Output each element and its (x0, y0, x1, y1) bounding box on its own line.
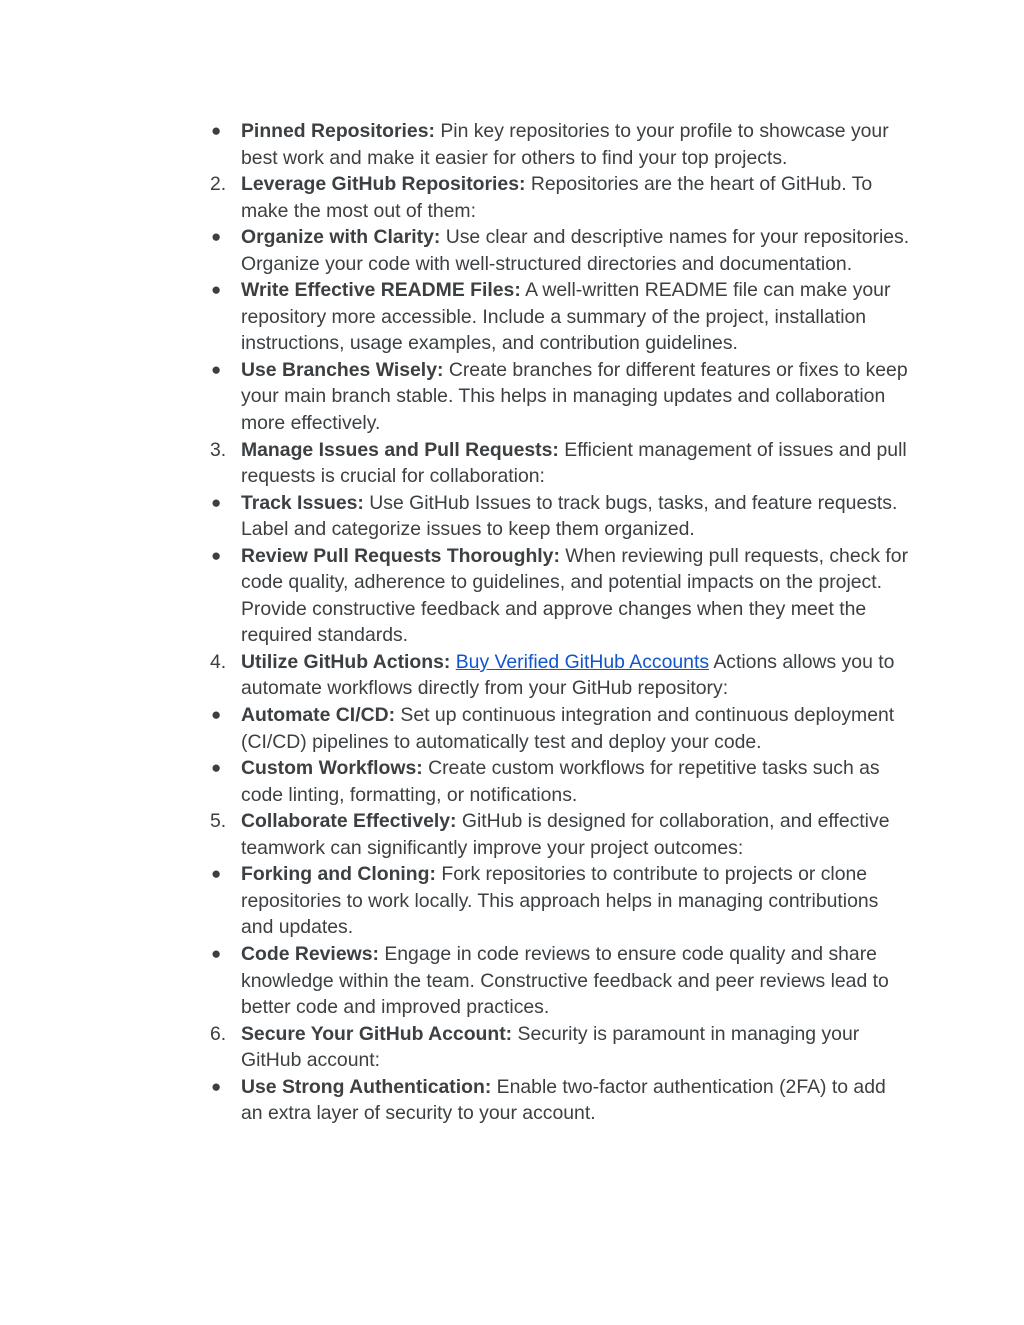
item-text: Repositories are the heart of GitHub. To make the most out of them: (241, 173, 873, 222)
item-heading: Forking and Cloning: (241, 863, 436, 886)
item-heading: Review Pull Requests Thoroughly: (241, 544, 560, 567)
bullet-marker: ● (211, 943, 222, 963)
item-heading: Use Strong Authentication: (241, 1075, 492, 1098)
item-text: Fork repositories to contribute to projects or clone repositories to work locally. This approach helps in managing contributions and updates. (241, 863, 879, 939)
list-item-forking-and-cloning (210, 861, 910, 941)
item-heading: Leverage GitHub Repositories: (241, 173, 526, 196)
bullet-marker: ● (211, 359, 222, 379)
list-item-custom-workflows (210, 755, 910, 808)
bullet-marker: ● (211, 280, 222, 300)
list-item-use-strong-authentication (210, 1074, 910, 1127)
bullet-marker: ● (211, 492, 222, 512)
item-heading: Utilize GitHub Actions: (241, 650, 451, 673)
item-text: When reviewing pull requests, check for code quality, adherence to guidelines, and potential impacts on the project. Provide constructive feedback and approve changes when they meet the required standards. (241, 544, 909, 647)
bullet-marker: ● (211, 227, 222, 247)
list-item-pinned-repositories (210, 118, 910, 171)
item-text: Actions allows you to automate workflows directly from your GitHub repository: (241, 650, 895, 700)
list-item-track-issues (210, 490, 910, 543)
item-text: Set up continuous integration and continuous deployment (CI/CD) pipelines to automatically test and deploy your code. (241, 704, 895, 753)
number-marker: 2. (210, 173, 227, 196)
bullet-marker: ● (211, 121, 222, 140)
list-item-automate-ci-cd (210, 702, 910, 755)
buy-verified-github-accounts-link[interactable]: Buy Verified GitHub Accounts (455, 650, 710, 673)
number-marker: 5. (210, 810, 227, 833)
bullet-marker: ● (211, 758, 222, 778)
item-heading: Collaborate Effectively: (241, 810, 457, 833)
list-item-organize-with-clarity (210, 224, 910, 277)
list-item-review-pull-requests (210, 543, 910, 649)
item-text: Security is paramount in managing your GitHub account: (241, 1022, 860, 1072)
list-item-manage-issues-and-prs (210, 437, 910, 490)
item-text: GitHub is designed for collaboration, and effective teamwork can significantly improve your project outcomes: (241, 810, 890, 859)
document-list (210, 118, 910, 1127)
item-heading: Write Effective README Files: (241, 279, 521, 302)
number-marker: 6. (210, 1022, 227, 1045)
item-text: Efficient management of issues and pull requests is crucial for collaboration: (241, 438, 907, 488)
item-heading: Use Branches Wisely: (241, 358, 444, 381)
list-item-write-effective-readme (210, 277, 910, 357)
number-marker: 3. (210, 438, 227, 461)
bullet-marker: ● (211, 864, 222, 884)
list-item-code-reviews (210, 941, 910, 1021)
item-heading: Custom Workflows: (241, 757, 423, 780)
list-item-utilize-github-actions (210, 649, 910, 702)
item-text: Use clear and descriptive names for your repositories. Organize your code with well-structured directories and documentation. (241, 226, 910, 275)
item-text: Enable two-factor authentication (2FA) to add an extra layer of security to your account. (241, 1075, 886, 1125)
item-text: A well-written README file can make your repository more accessible. Include a summary of the project, installation instructions, usage examples, and contribution guidelines. (241, 279, 891, 355)
item-heading: Track Issues: (241, 491, 364, 514)
list-item-collaborate-effectively (210, 808, 910, 861)
number-marker: 4. (210, 650, 227, 673)
item-text: Create custom workflows for repetitive tasks such as code linting, formatting, or notifications. (241, 757, 880, 806)
list-item-leverage-github-repositories (210, 171, 910, 224)
item-text: Create branches for different features or fixes to keep your main branch stable. This helps in managing updates and collaboration more effectively. (241, 358, 908, 435)
item-text: Pin key repositories to your profile to showcase your best work and make it easier for others to find your top projects. (241, 120, 889, 169)
list-item-secure-your-github-account (210, 1021, 910, 1074)
item-heading: Manage Issues and Pull Requests: (241, 438, 559, 461)
item-heading: Secure Your GitHub Account: (241, 1022, 513, 1045)
item-text: Engage in code reviews to ensure code quality and share knowledge within the team. Constructive feedback and peer reviews lead to better code and improved practices. (241, 942, 889, 1019)
item-heading: Code Reviews: (241, 942, 379, 965)
item-heading: Organize with Clarity: (241, 226, 441, 249)
bullet-marker: ● (211, 705, 222, 725)
item-text: Use GitHub Issues to track bugs, tasks, and feature requests. Label and categorize issues to keep them organized. (241, 491, 898, 541)
item-heading: Pinned Repositories: (241, 120, 435, 142)
bullet-marker: ● (211, 545, 222, 565)
bullet-marker: ● (211, 1076, 222, 1096)
list-item-use-branches-wisely (210, 357, 910, 437)
item-heading: Automate CI/CD: (241, 704, 396, 727)
